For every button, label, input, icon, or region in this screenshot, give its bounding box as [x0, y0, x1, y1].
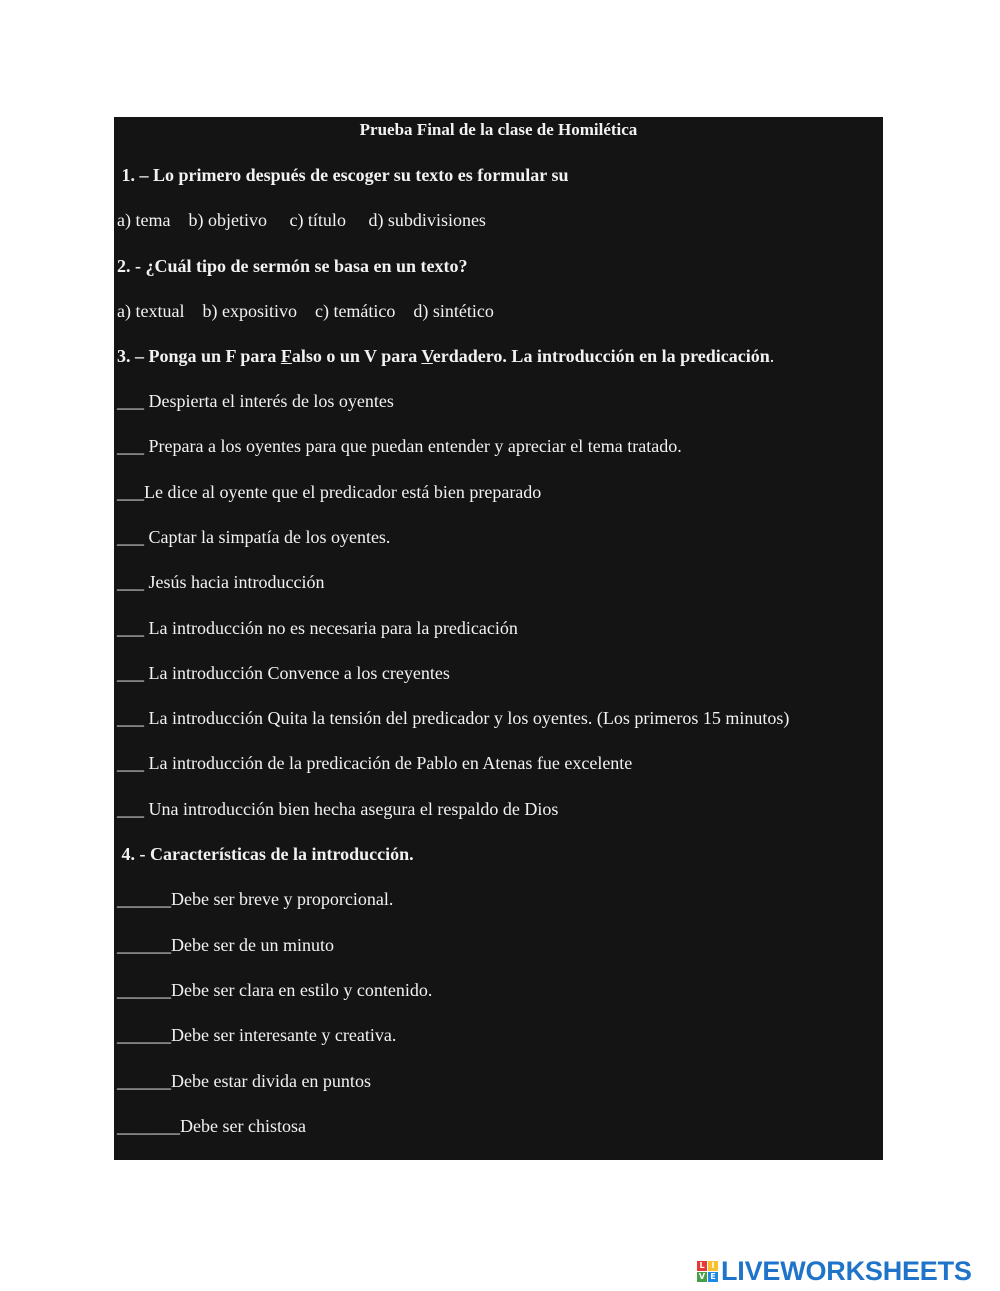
characteristic-item[interactable]: ______Debe ser breve y proporcional.	[117, 889, 394, 909]
logo-text: LIVEWORKSHEETS	[721, 1255, 972, 1286]
characteristic-item[interactable]: ______Debe estar divida en puntos	[117, 1071, 371, 1091]
liveworksheets-logo-icon	[697, 1261, 718, 1282]
tf-item[interactable]: ___ La introducción Convence a los creyentes	[117, 663, 450, 683]
question-1: 1. – Lo primero después de escoger su texto es formular su	[117, 165, 569, 185]
characteristic-item[interactable]: ______Debe ser clara en estilo y contenido.	[117, 980, 433, 1000]
question-1-options: a) tema b) objetivo c) título d) subdivisiones	[117, 210, 486, 230]
question-3	[117, 345, 774, 367]
question-3-letter-v: V	[421, 346, 433, 366]
question-3-end: .	[769, 346, 775, 366]
question-3-letter-f: F	[280, 346, 292, 366]
question-3-prefix: 3. – Ponga un F para	[117, 346, 281, 366]
question-3-mid-2: erdadero. La introducción en la predicación	[432, 346, 770, 366]
logo-block-e: E	[708, 1272, 718, 1282]
question-4: 4. - Características de la introducción.	[117, 844, 414, 864]
characteristic-item[interactable]: ______Debe ser interesante y creativa.	[117, 1025, 397, 1045]
worksheet-panel	[114, 117, 883, 1160]
tf-item[interactable]: ___ Prepara a los oyentes para que puedan entender y apreciar el tema tratado.	[117, 436, 682, 456]
question-3-mid-1: also o un V para	[291, 346, 422, 366]
logo-block-i: I	[708, 1261, 718, 1271]
liveworksheets-logo	[697, 1256, 972, 1286]
characteristic-item[interactable]: _______Debe ser chistosa	[117, 1116, 306, 1136]
tf-item[interactable]: ___ La introducción no es necesaria para la predicación	[117, 618, 518, 638]
logo-block-l: L	[697, 1261, 707, 1271]
tf-item[interactable]: ___ Una introducción bien hecha asegura el respaldo de Dios	[117, 799, 559, 819]
tf-item[interactable]: ___ Jesús hacia introducción	[117, 572, 325, 592]
tf-item[interactable]: ___ La introducción Quita la tensión del predicador y los oyentes. (Los primeros 15 minutos)	[117, 708, 790, 728]
tf-item[interactable]: ___Le dice al oyente que el predicador está bien preparado	[117, 482, 542, 502]
question-2: 2. - ¿Cuál tipo de sermón se basa en un texto?	[117, 256, 468, 276]
tf-item[interactable]: ___ Despierta el interés de los oyentes	[117, 391, 394, 411]
characteristic-item[interactable]: ______Debe ser de un minuto	[117, 935, 334, 955]
tf-item[interactable]: ___ Captar la simpatía de los oyentes.	[117, 527, 391, 547]
logo-block-v: V	[698, 1271, 706, 1281]
question-2-options: a) textual b) expositivo c) temático d) sintético	[117, 301, 494, 321]
tf-item[interactable]: ___ La introducción de la predicación de Pablo en Atenas fue excelente	[117, 753, 633, 773]
worksheet-title: Prueba Final de la clase de Homilética	[359, 120, 638, 139]
